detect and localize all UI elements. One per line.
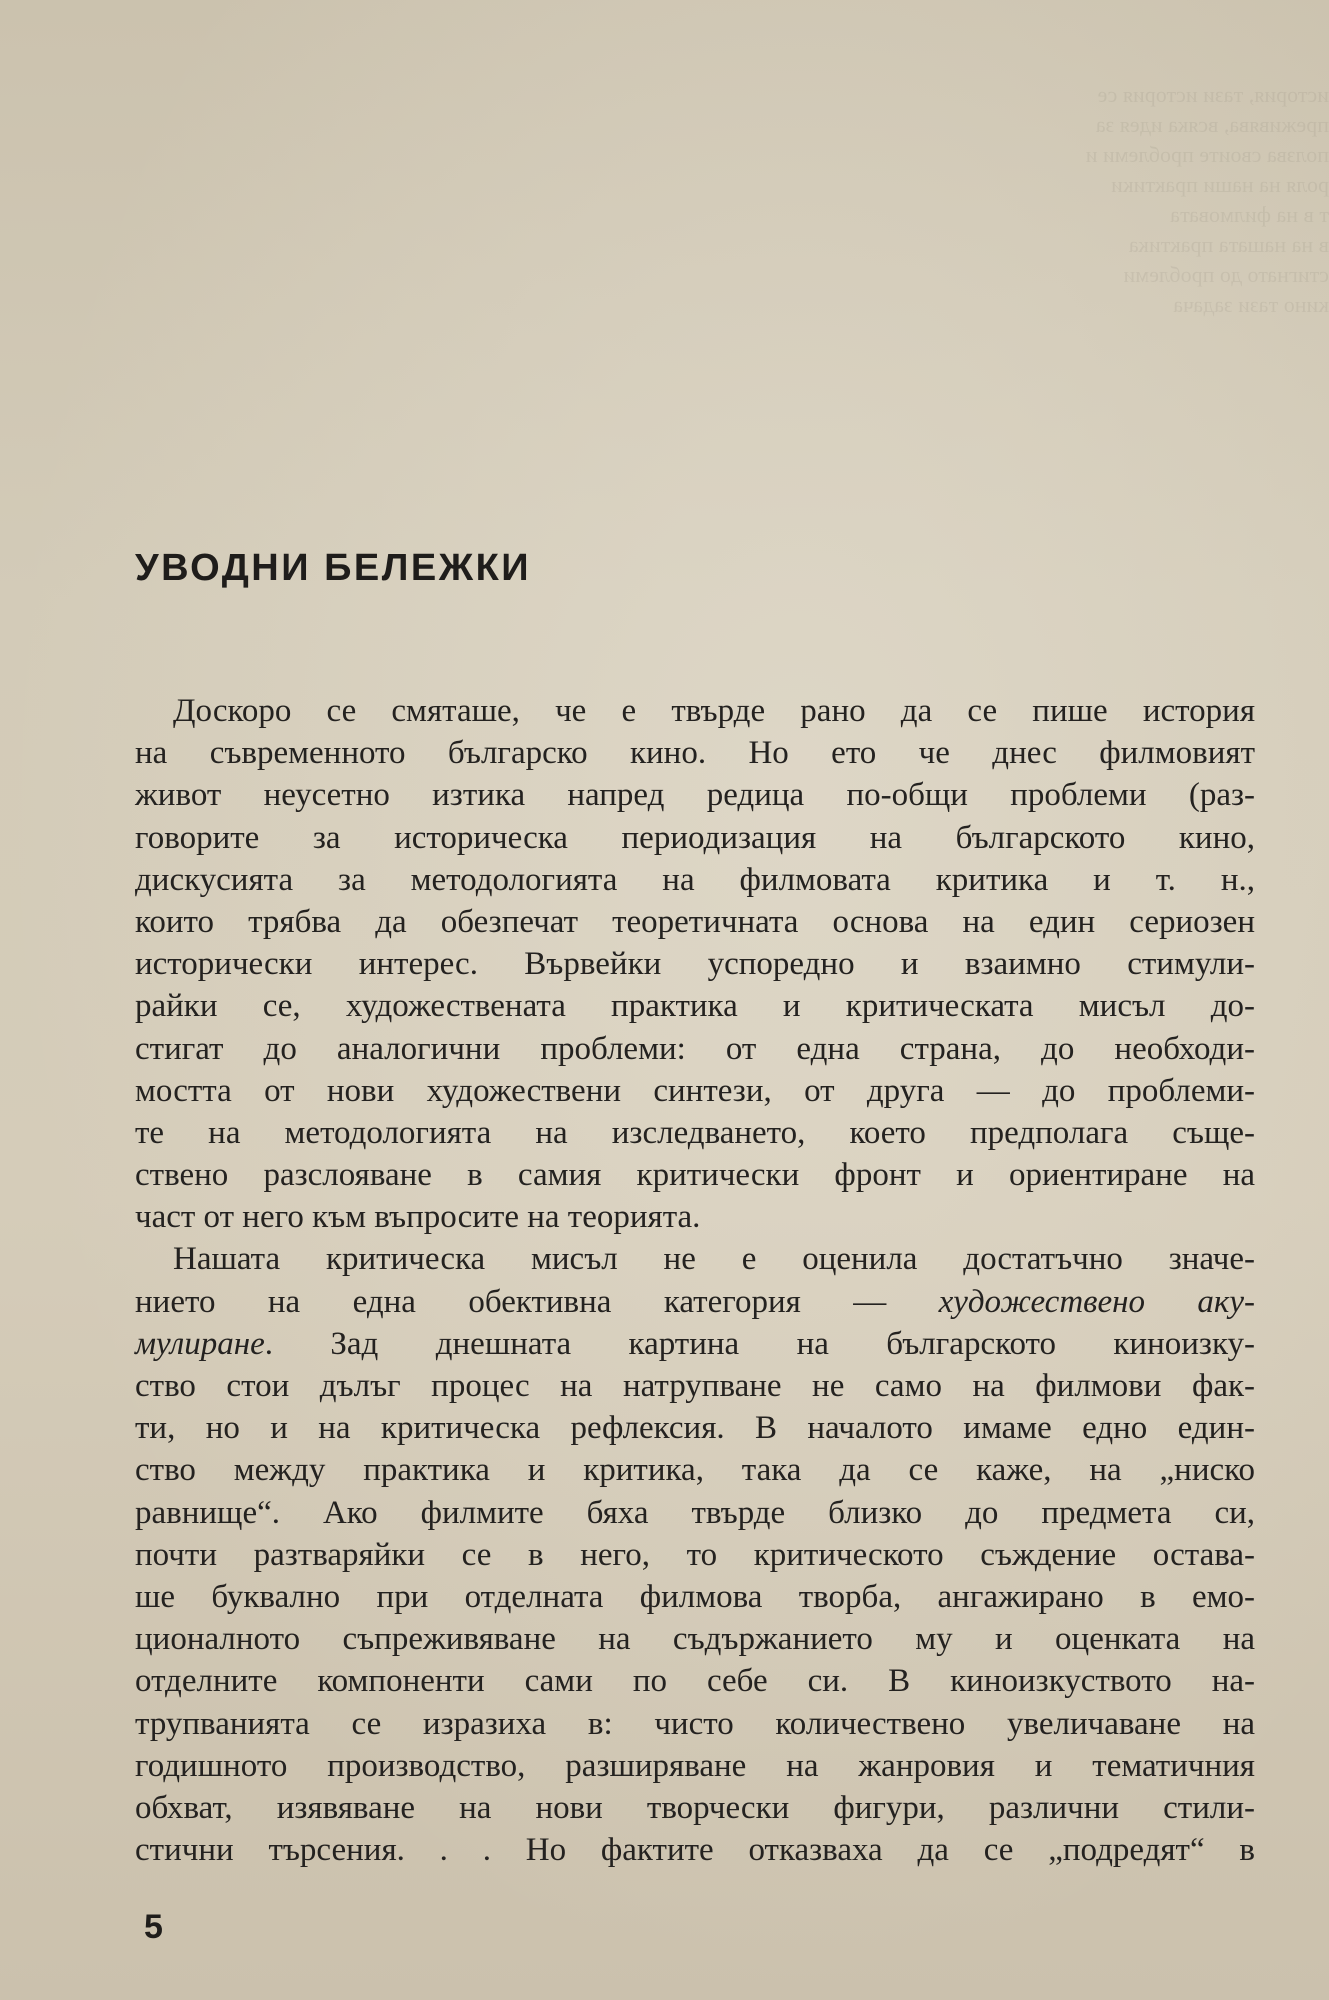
text-segment: годишното производство, разширяване на жанровия и тематичния [135,1747,1255,1784]
text-line [135,1112,1255,1154]
text-segment: те на методологията на изследването, което предполага съще- [135,1114,1255,1151]
text-segment: ше буквално при отделната филмова творба, ангажирано в емо- [135,1578,1255,1615]
text-segment: стични търсения. . . Но фактите отказваха да се „подредят“ в [135,1832,1255,1869]
text-segment: Доскоро се смяташе, че е твърде рано да се пише история [173,693,1255,729]
text-line [135,901,1255,943]
text-segment: исторически интерес. Вървейки успоредно и взаимно стимули- [135,946,1255,983]
text-segment: ствено разслояване в самия критически фронт и ориентиране на [135,1157,1255,1194]
text-segment: дискусията за методологията на филмовата критика и т. н., [135,861,1255,898]
text-line [135,943,1255,985]
text-segment: обхват, изявяване на нови творчески фигури, различни стили- [135,1789,1255,1826]
text-segment: райки се, художествената практика и критическата мисъл до- [135,988,1255,1025]
text-segment: ство между практика и критика, така да се каже, на „ниско [135,1452,1255,1489]
text-segment: мостта от нови художествени синтези, от друга — до проблеми- [135,1072,1255,1109]
text-line [135,1238,1255,1280]
text-line [135,859,1255,901]
text-line [135,1660,1255,1702]
text-segment: нието на една обективна категория — [135,1283,939,1320]
page-title: УВОДНИ БЕЛЕЖКИ [135,547,532,589]
text-segment: които трябва да обезпечат теоретичната основа на един сериозен [135,903,1255,940]
text-line [135,690,1255,732]
text-line [135,817,1255,859]
text-line [135,1534,1255,1576]
text-segment: ционалното съпреживяване на съдържанието му и оценката на [135,1621,1255,1658]
text-segment: отделните компоненти сами по себе си. В киноизкуството на- [135,1663,1255,1700]
text-line [135,985,1255,1027]
text-segment: на съвременното българско кино. Но ето че днес филмовият [135,735,1255,772]
text-line [135,1281,1255,1323]
italic-phrase: художествено аку- [938,1283,1256,1320]
text-line [135,1449,1255,1491]
text-segment: говорите за историческа периодизация на българското кино, [135,819,1255,856]
italic-phrase: мулиране [135,1325,265,1362]
text-segment: ство стои дълъг процес на натрупване не само на филмови фак- [135,1368,1255,1404]
text-line [135,732,1255,774]
text-segment: ти, но и на критическа рефлексия. В началото имаме едно един- [135,1410,1255,1447]
show-through-text: история, тази история се преживява, всяка идея за ползва своите проблеми и роля на наши практики т в на филмовата в на нашата практика стигнато до проблеми кино тази задача [1085,82,1329,317]
body-text [135,690,1255,1871]
page-number: 5 [144,1908,163,1946]
text-segment: Нашата критическа мисъл не е оценила достатъчно значе- [173,1241,1255,1278]
text-line [135,1745,1255,1787]
text-line [135,1703,1255,1745]
text-segment: трупванията се изразиха в: чисто количествено увеличаване на [135,1705,1255,1742]
text-segment: стигат до аналогични проблеми: от една страна, до необходи- [135,1030,1255,1067]
text-line [135,1492,1255,1534]
text-line [135,1618,1255,1660]
text-line [135,1576,1255,1618]
text-segment: . Зад днешната картина на българското киноизку- [264,1325,1255,1362]
text-line [135,1407,1255,1449]
text-line [135,1787,1255,1829]
text-line [135,1365,1255,1407]
text-line [135,774,1255,816]
text-line [135,1154,1255,1196]
text-segment: част от него към въпросите на теорията. [135,1199,701,1236]
text-segment: живот неусетно изтика напред редица по-общи проблеми (раз- [135,777,1255,814]
text-line [135,1070,1255,1112]
text-segment: почти разтваряйки се в него, то критическото съждение остава- [135,1536,1255,1573]
text-line [135,1829,1255,1871]
text-line [135,1196,1255,1238]
text-line [135,1323,1255,1365]
text-line [135,1028,1255,1070]
text-segment: равнище“. Ако филмите бяха твърде близко до предмета си, [135,1494,1255,1531]
